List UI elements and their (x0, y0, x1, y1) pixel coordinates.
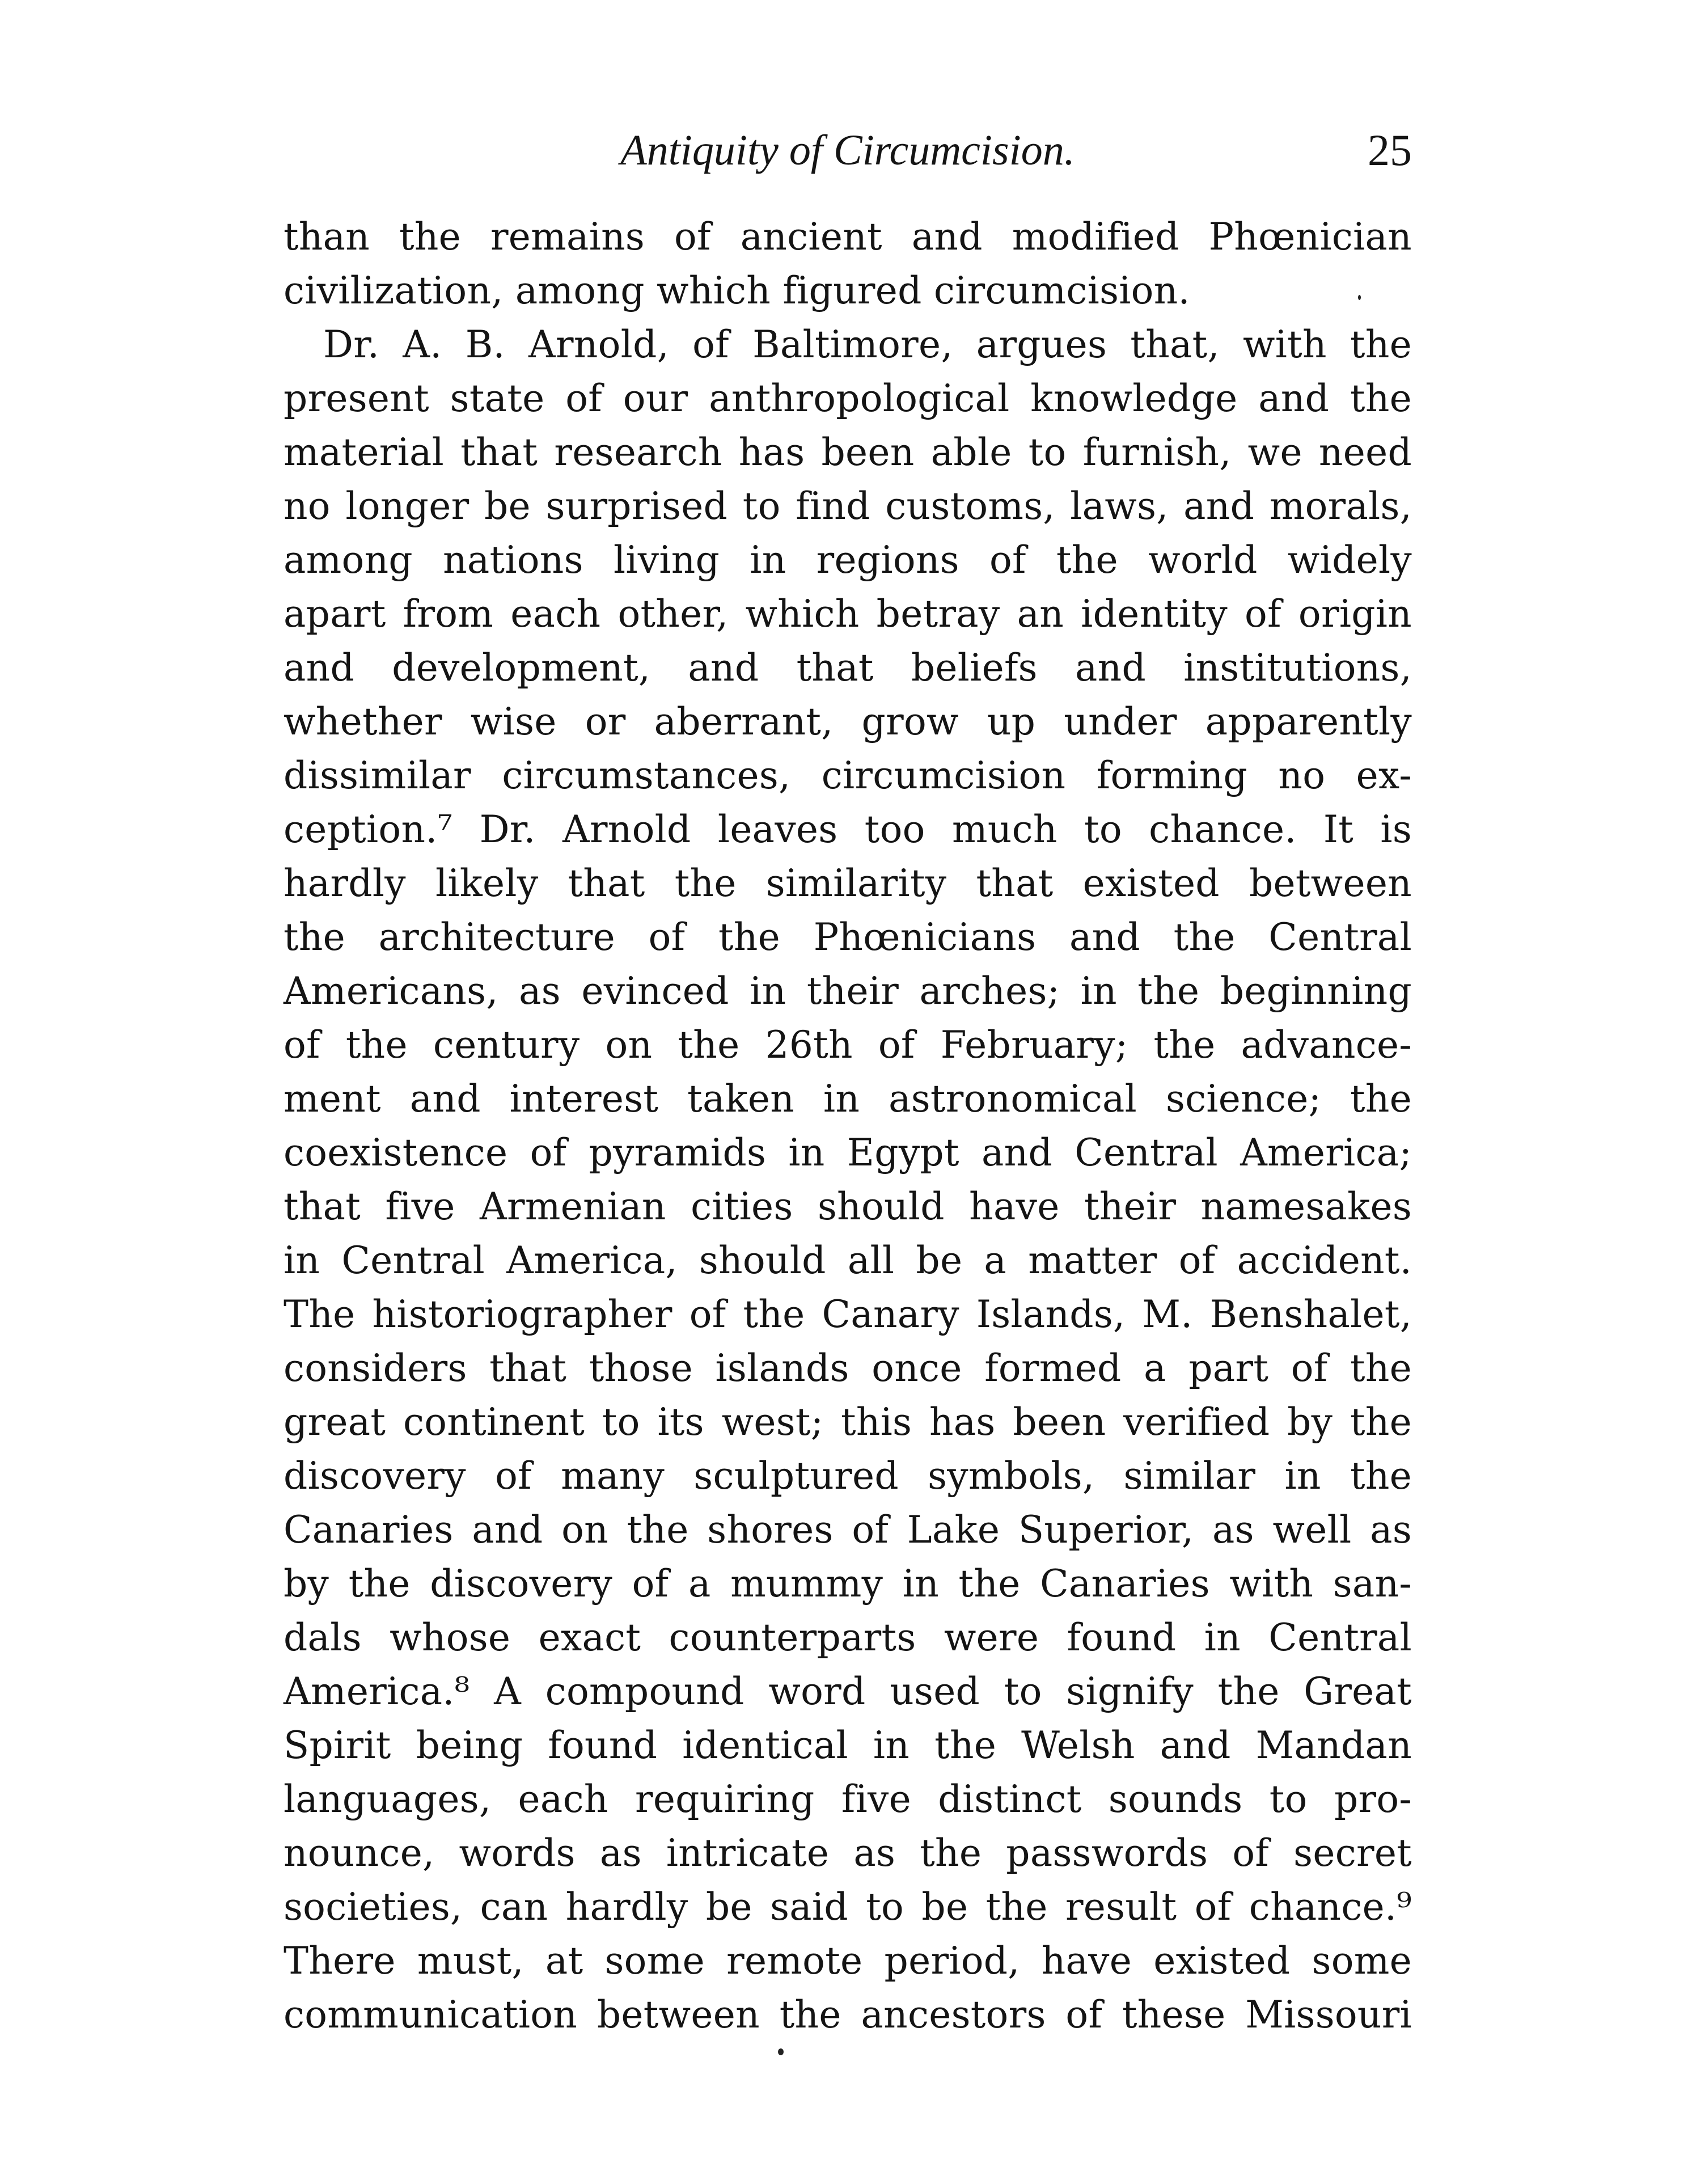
text-line: present state of our anthropological knowledge and the (284, 377, 1412, 420)
text-line: Dr. A. B. Arnold, of Baltimore, argues that, with the (323, 323, 1412, 366)
text-line: great continent to its west; this has been verified by the (284, 1400, 1412, 1444)
text-line: languages, each requiring five distinct sounds to pro- (284, 1777, 1412, 1821)
print-speck (1358, 295, 1361, 300)
text-line: apart from each other, which betray an identity of origin (284, 592, 1412, 636)
text-line: no longer be surprised to find customs, laws, and morals, (284, 484, 1412, 528)
text-line: that five Armenian cities should have their namesakes (284, 1185, 1412, 1228)
text-line: in Central America, should all be a matter of accident. (284, 1239, 1412, 1282)
text-line: than the remains of ancient and modified Phœnician (284, 215, 1412, 259)
text-line: civilization, among which figured circumcision. (284, 269, 1190, 312)
text-line: dissimilar circumstances, circumcision forming no ex- (284, 754, 1412, 797)
running-head (284, 116, 1412, 184)
text-line: societies, can hardly be said to be the result of chance.⁹ (284, 1885, 1412, 1929)
page-number: 25 (1368, 125, 1412, 175)
text-line: Spirit being found identical in the Welsh and Mandan (284, 1723, 1412, 1767)
text-line: by the discovery of a mummy in the Canaries with san- (284, 1562, 1412, 1606)
text-line: Americans, as evinced in their arches; in the beginning (284, 969, 1412, 1013)
text-line: of the century on the 26th of February; the advance- (284, 1023, 1412, 1067)
text-line: hardly likely that the similarity that existed between (284, 861, 1412, 905)
text-line: The historiographer of the Canary Islands, M. Benshalet, (284, 1292, 1412, 1336)
text-line: nounce, words as intricate as the passwords of secret (284, 1831, 1412, 1875)
text-line: material that research has been able to furnish, we need (284, 430, 1412, 474)
text-line: Canaries and on the shores of Lake Superior, as well as (284, 1508, 1412, 1552)
text-line: and development, and that beliefs and institutions, (284, 646, 1412, 690)
body-text (284, 210, 1412, 2042)
text-line: among nations living in regions of the world widely (284, 538, 1412, 582)
text-line: the architecture of the Phœnicians and the Central (284, 915, 1412, 959)
text-line: discovery of many sculptured symbols, similar in the (284, 1454, 1412, 1498)
text-line: considers that those islands once formed a part of the (284, 1346, 1412, 1390)
text-line: whether wise or aberrant, grow up under apparently (284, 700, 1412, 744)
text-line: There must, at some remote period, have existed some (284, 1939, 1412, 1983)
text-line: communication between the ancestors of these Missouri (284, 1993, 1412, 2037)
text-line: coexistence of pyramids in Egypt and Central America; (284, 1131, 1412, 1175)
running-title: Antiquity of Circumcision. (620, 126, 1075, 174)
print-speck (778, 2048, 784, 2055)
text-line: ment and interest taken in astronomical science; the (284, 1077, 1412, 1121)
text-line: America.⁸ A compound word used to signify the Great (284, 1670, 1412, 1713)
text-line: ception.⁷ Dr. Arnold leaves too much to chance. It is (284, 808, 1412, 851)
text-line: dals whose exact counterparts were found in Central (284, 1616, 1412, 1659)
